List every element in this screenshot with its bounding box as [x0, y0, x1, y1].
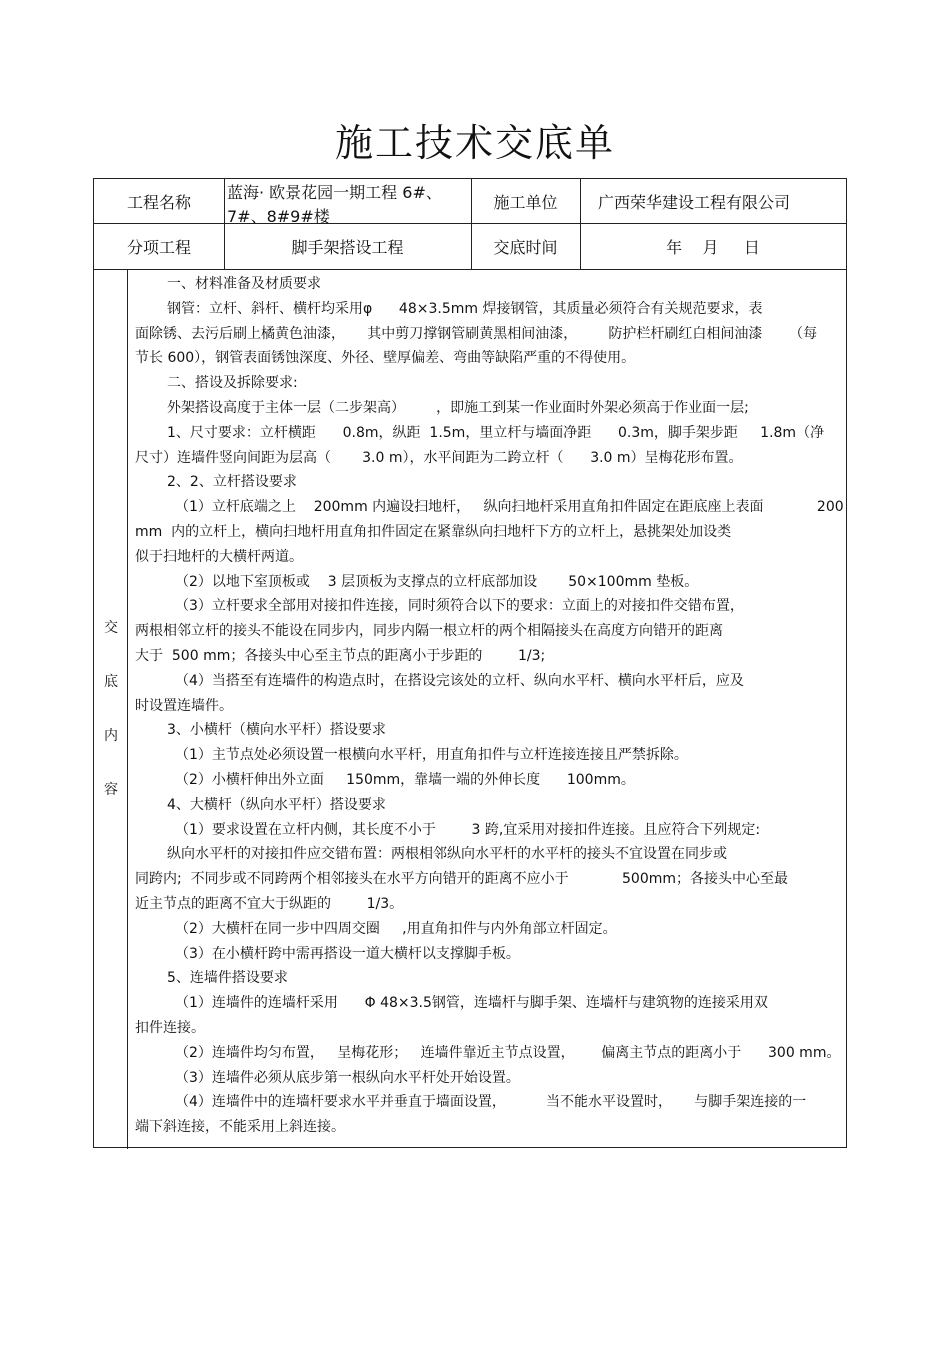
content-line: 近主节点的距离不宜大于纵距的 1/3。: [135, 895, 404, 912]
content-line: 两根相邻立杆的接头不能设在同步内，同步内隔一根立杆的两个相隔接头在高度方向错开的距离: [135, 623, 723, 640]
content-line: （2）以地下室顶板或 3 层顶板为支撑点的立杆底部加设 50×100mm 垫板。: [175, 573, 699, 590]
content-line: 扣件连接。: [135, 1019, 205, 1036]
content-line: 5、连墙件搭设要求: [167, 970, 288, 987]
disclosure-table: [93, 178, 847, 1148]
content-line: （4）连墙件中的连墙杆要求水平并垂直于墙面设置， 当不能水平设置时， 与脚手架连接的一: [175, 1094, 807, 1111]
content-line: （4）当搭至有连墙件的构造点时，在搭设完该处的立杆、纵向水平杆、横向水平杆后，应及: [175, 672, 744, 689]
content-line: mm 内的立杆上，横向扫地杆用直角扣件固定在紧靠纵向扫地杆下方的立杆上，悬挑架处加设类: [135, 523, 732, 540]
content-line: 纵向水平杆的对接扣件应交错布置：两根相邻纵向水平杆的水平杆的接头不宜设置在同步或: [167, 846, 727, 863]
construction-unit-label: 施工单位: [493, 192, 558, 212]
content-line: （3）连墙件必须从底步第一根纵向水平杆处开始设置。: [175, 1069, 520, 1086]
side-label-char: 内: [104, 727, 118, 744]
project-name-line2: 7#、8#9#楼: [227, 207, 330, 226]
content-line: （2）小横杆伸出外立面 150mm，靠墙一端的外伸长度 100mm。: [175, 771, 635, 788]
content-line: 钢管：立杆、斜杆、横杆均采用φ 48×3.5mm 焊接钢管，其质量必须符合有关规范要求，表: [167, 300, 763, 317]
disclosure-content: [135, 272, 847, 1140]
content-line: （2）连墙件均匀布置， 呈梅花形； 连墙件靠近主节点设置， 偏离主节点的距离小于 300 mm。: [175, 1044, 841, 1061]
content-line: （2）大横杆在同一步中四周交圈 ,用直角扣件与内外角部立杆固定。: [175, 920, 617, 937]
content-line: 一、材料准备及材质要求: [167, 276, 321, 292]
side-label-char: 底: [104, 673, 118, 690]
construction-unit-value: 广西荣华建设工程有限公司: [598, 192, 791, 212]
content-line: 时设置连墙件。: [135, 697, 233, 714]
page-title: 施工技术交底单: [334, 121, 615, 165]
content-line: （1）立杆底端之上 200mm 内遍设扫地杆， 纵向扫地杆采用直角扣件固定在距底座上表面 200: [175, 499, 844, 516]
content-line: 尺寸）连墙件竖向间距为层高（ 3.0 m），水平间距为二跨立杆（ 3.0 m）呈梅花形布置。: [135, 449, 743, 466]
content-line: （1）要求设置在立杆内侧，其长度不小于 3 跨,宜采用对接扣件连接。且应符合下列规定:: [175, 821, 761, 838]
row-divider: [94, 269, 846, 270]
side-label-char: 容: [104, 781, 118, 798]
side-label-char: 交: [104, 619, 118, 636]
content-line: 面除锈、去污后刷上橘黄色油漆， 其中剪刀撑钢管刷黄黑相间油漆， 防护栏杆刷红白相间油漆 （每: [135, 325, 818, 342]
content-line: 同跨内; 不同步或不同跨两个相邻接头在水平方向错开的距离不应小于 500mm；各接头中心至最: [135, 871, 789, 888]
content-line: 端下斜连接，不能采用上斜连接。: [135, 1119, 345, 1136]
content-line: 大于 500 mm；各接头中心至主节点的距离小于步距的 1/3;: [135, 647, 546, 664]
content-line: 4、大横杆（纵向水平杆）搭设要求: [167, 796, 386, 813]
content-line: 2、2、立杆搭设要求: [167, 474, 297, 491]
content-line: 1、尺寸要求：立杆横距 0.8m，纵距 1.5m，里立杆与墙面净距 0.3m，脚手架步距 1.8m（净: [167, 424, 825, 441]
content-line: 外架搭设高度于主体一层（二步架高） ，即施工到某一作业面时外架必须高于作业面一层;: [167, 399, 749, 416]
disclosure-time-value: 年 月 日: [666, 238, 760, 257]
disclosure-content-label: [94, 270, 128, 1147]
content-line: 似于扫地杆的大横杆两道。: [135, 548, 303, 565]
sub-project-label: 分项工程: [126, 238, 191, 257]
content-line: （3）立杆要求全部用对接扣件连接，同时须符合以下的要求：立面上的对接扣件交错布置，: [175, 598, 744, 615]
content-line: （1）主节点处必须设置一根横向水平杆，用直角扣件与立杆连接连接且严禁拆除。: [175, 747, 688, 764]
content-line: （3）在小横杆跨中需再搭设一道大横杆以支撑脚手板。: [175, 945, 520, 962]
sub-project-value: 脚手架搭设工程: [291, 238, 404, 257]
project-name-line1: 蓝海· 欧景花园一期工程 6#、: [227, 183, 442, 202]
content-line: （1）连墙件的连墙杆采用 Φ 48×3.5钢管，连墙杆与脚手架、连墙杆与建筑物的连接采用双: [175, 995, 768, 1012]
content-line: 二、搭设及拆除要求:: [167, 375, 298, 392]
disclosure-time-label: 交底时间: [493, 238, 558, 257]
project-name-label: 工程名称: [126, 192, 191, 212]
content-line: 节长 600），钢管表面锈蚀深度、外径、壁厚偏差、弯曲等缺陷严重的不得使用。: [135, 350, 636, 367]
content-line: 3、小横杆（横向水平杆）搭设要求: [167, 722, 386, 739]
